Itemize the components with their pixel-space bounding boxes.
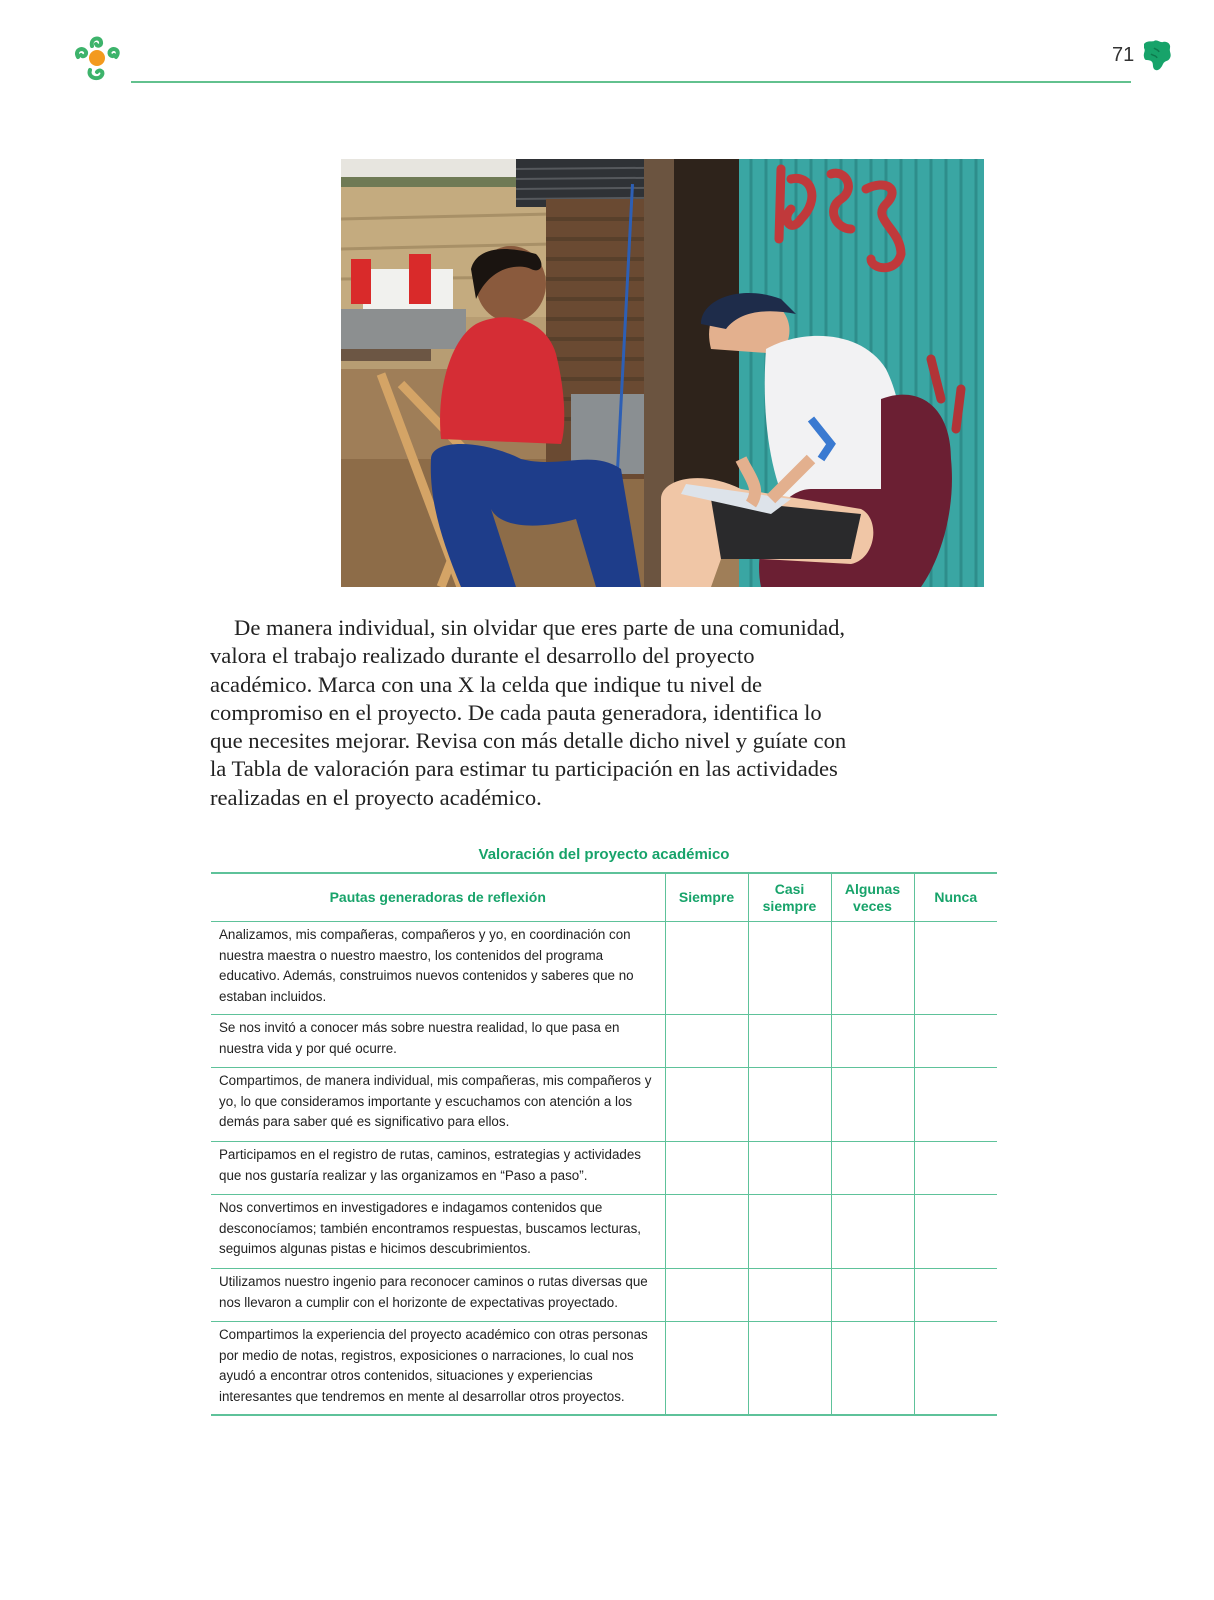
- criterion-cell: Compartimos, de manera individual, mis compañeras, mis compañeros y yo, lo que consideramos importante y escuchamos con atención a los demás para saber qué es significativo para ellos.: [211, 1068, 665, 1142]
- flower-emblem-icon: [70, 33, 126, 83]
- criterion-cell: Analizamos, mis compañeras, compañeros y yo, en coordinación con nuestra maestra o nuestro maestro, los contenidos del programa educativo. Además, construimos nuevos contenidos y saberes que no estaban incluidos.: [211, 922, 665, 1015]
- photo-interview: [341, 159, 984, 587]
- mark-cell-siempre[interactable]: [665, 1142, 748, 1195]
- mark-cell-nunca[interactable]: [914, 1142, 997, 1195]
- header-siempre: Siempre: [665, 873, 748, 922]
- mark-cell-siempre[interactable]: [665, 1322, 748, 1415]
- table-row: [211, 1195, 997, 1269]
- table-row: [211, 1015, 997, 1068]
- mark-cell-algunas-veces[interactable]: [831, 1322, 914, 1415]
- instructions-paragraph: De manera individual, sin olvidar que eres parte de una comunidad, valora el trabajo realizado durante el desarrollo del proyecto académico. Marca con una X la celda que indique tu nivel de compromiso en el proyecto. De cada pauta generadora, identifica lo que necesites mejorar. Revisa con más detalle dicho nivel y guíate con la Tabla de valoración para estimar tu participación en las actividades realizadas en el proyecto académico.: [210, 615, 847, 810]
- mark-cell-algunas-veces[interactable]: [831, 1015, 914, 1068]
- criterion-cell: Nos convertimos en investigadores e indagamos contenidos que desconocíamos; también encontramos respuestas, buscamos lecturas, seguimos algunas pistas e hicimos descubrimientos.: [211, 1195, 665, 1269]
- header-algunas-veces: Algunas veces: [831, 873, 914, 922]
- mark-cell-siempre[interactable]: [665, 1195, 748, 1269]
- table-title: Valoración del proyecto académico: [478, 846, 730, 863]
- mark-cell-siempre[interactable]: [665, 922, 748, 1015]
- criterion-cell: Participamos en el registro de rutas, caminos, estrategias y actividades que nos gustaría realizar y las organizamos en “Paso a paso”.: [211, 1142, 665, 1195]
- header-nunca: Nunca: [914, 873, 997, 922]
- mark-cell-casi-siempre[interactable]: [748, 1269, 831, 1322]
- header-rule: [131, 81, 1131, 83]
- mark-cell-siempre[interactable]: [665, 1015, 748, 1068]
- criterion-cell: Se nos invitó a conocer más sobre nuestra realidad, lo que pasa en nuestra vida y por qué ocurre.: [211, 1015, 665, 1068]
- mark-cell-nunca[interactable]: [914, 1269, 997, 1322]
- table-row: [211, 1142, 997, 1195]
- mark-cell-algunas-veces[interactable]: [831, 1269, 914, 1322]
- page-number: 71: [1112, 44, 1135, 66]
- green-map-icon: [1140, 38, 1174, 74]
- table-row: [211, 1322, 997, 1415]
- mark-cell-algunas-veces[interactable]: [831, 1195, 914, 1269]
- mark-cell-algunas-veces[interactable]: [831, 922, 914, 1015]
- mark-cell-casi-siempre[interactable]: [748, 1195, 831, 1269]
- criterion-cell: Utilizamos nuestro ingenio para reconocer caminos o rutas diversas que nos llevaron a cumplir con el horizonte de expectativas proyectado.: [211, 1269, 665, 1322]
- table-row: [211, 1269, 997, 1322]
- mark-cell-casi-siempre[interactable]: [748, 1322, 831, 1415]
- mark-cell-algunas-veces[interactable]: [831, 1068, 914, 1142]
- mark-cell-nunca[interactable]: [914, 1322, 997, 1415]
- mark-cell-casi-siempre[interactable]: [748, 1068, 831, 1142]
- mark-cell-casi-siempre[interactable]: [748, 922, 831, 1015]
- header-casi-siempre: Casi siempre: [748, 873, 831, 922]
- mark-cell-casi-siempre[interactable]: [748, 1015, 831, 1068]
- table-row: [211, 922, 997, 1015]
- assessment-table: [211, 872, 997, 1416]
- table-header-row: [211, 873, 997, 922]
- mark-cell-algunas-veces[interactable]: [831, 1142, 914, 1195]
- mark-cell-siempre[interactable]: [665, 1068, 748, 1142]
- table-row: [211, 1068, 997, 1142]
- mark-cell-nunca[interactable]: [914, 1195, 997, 1269]
- mark-cell-nunca[interactable]: [914, 922, 997, 1015]
- criterion-cell: Compartimos la experiencia del proyecto académico con otras personas por medio de notas, registros, exposiciones o narraciones, lo cual nos ayudó a encontrar otros contenidos, situaciones y experiencias interesantes que tendremos en mente al desarrollar otros proyectos.: [211, 1322, 665, 1415]
- mark-cell-nunca[interactable]: [914, 1015, 997, 1068]
- mark-cell-siempre[interactable]: [665, 1269, 748, 1322]
- mark-cell-casi-siempre[interactable]: [748, 1142, 831, 1195]
- header-criteria: Pautas generadoras de reflexión: [211, 873, 665, 922]
- mark-cell-nunca[interactable]: [914, 1068, 997, 1142]
